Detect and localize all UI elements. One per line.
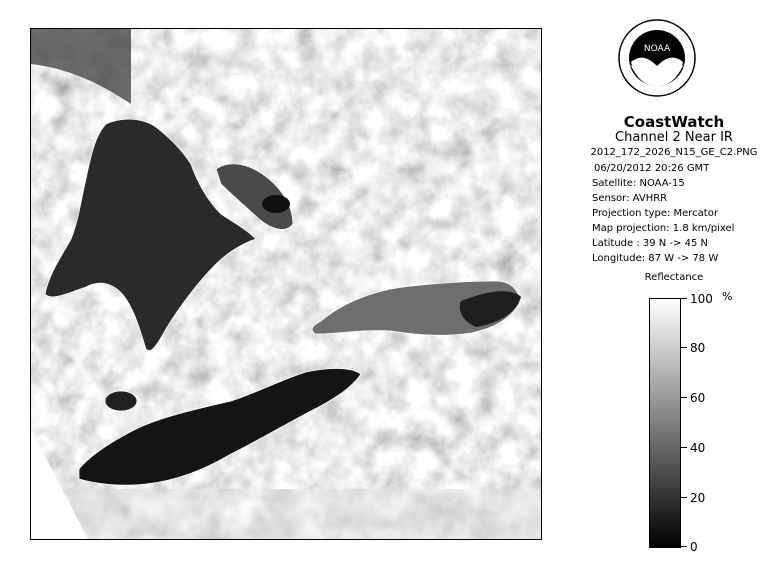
colorbar-unit: % bbox=[722, 290, 733, 303]
colorbar-tick-100 bbox=[681, 298, 687, 299]
longitude: Longitude: 87 W -> 78 W bbox=[592, 253, 719, 264]
southern-haze bbox=[31, 489, 542, 540]
map-projection: Map projection: 1.8 km/pixel bbox=[592, 223, 735, 234]
colorbar-tick-40 bbox=[681, 447, 687, 448]
colorbar-tick-0 bbox=[681, 546, 687, 547]
product-title: CoastWatch bbox=[623, 113, 725, 131]
colorbar-label-80: 80 bbox=[690, 341, 706, 355]
colorbar-label-20: 20 bbox=[690, 491, 706, 505]
file-name: 2012_172_2026_N15_GE_C2.PNG bbox=[590, 147, 758, 158]
lake-st-clair bbox=[105, 391, 137, 411]
noaa-logo-icon bbox=[617, 18, 697, 98]
projection-type: Projection type: Mercator bbox=[592, 208, 718, 219]
channel-subtitle: Channel 2 Near IR bbox=[615, 130, 733, 145]
colorbar-title: Reflectance bbox=[644, 272, 704, 283]
colorbar-label-40: 40 bbox=[690, 441, 706, 455]
datetime: 06/20/2012 20:26 GMT bbox=[594, 163, 710, 174]
colorbar-label-0: 0 bbox=[690, 540, 698, 554]
svg-text:NOAA: NOAA bbox=[643, 44, 671, 54]
satellite-map bbox=[30, 28, 542, 540]
colorbar-tick-60 bbox=[681, 397, 687, 398]
colorbar-tick-80 bbox=[681, 347, 687, 348]
satellite: Satellite: NOAA-15 bbox=[592, 178, 685, 189]
colorbar-label-60: 60 bbox=[690, 391, 706, 405]
metadata-block bbox=[592, 161, 734, 266]
colorbar-tick-20 bbox=[681, 497, 687, 498]
latitude: Latitude : 39 N -> 45 N bbox=[592, 238, 708, 249]
georgian-bay-dark-patch bbox=[262, 195, 290, 213]
noaa-logo bbox=[617, 18, 697, 98]
colorbar-label-100: 100 bbox=[690, 292, 713, 306]
map-image bbox=[31, 29, 542, 540]
sensor: Sensor: AVHRR bbox=[592, 193, 668, 204]
colorbar bbox=[649, 298, 681, 548]
